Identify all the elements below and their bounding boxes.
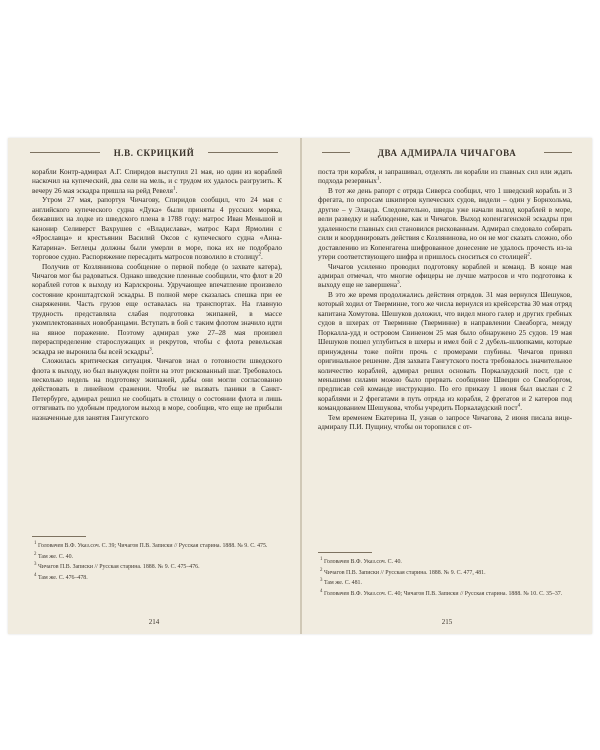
footnote: $^4$ Головачев В.Ф. Указ.соч. С. 40; Чичагов П.В. Записки // Русская старина. 1888. № 10. С. 35–37.	[320, 588, 563, 597]
body-text	[318, 168, 572, 433]
header-text: ДВА АДМИРАЛА ЧИЧАГОВА	[372, 148, 523, 158]
book-spread	[8, 138, 592, 634]
paragraph: Тем временем Екатерина II, узнав о запросе Чичагова, 2 июня писала вице-адмиралу П.И. Пущину, чтобы он торопился с от-	[318, 413, 572, 432]
right-page	[302, 138, 592, 634]
footnote: $^2$ Там же. С. 40.	[34, 551, 73, 560]
header-rule	[544, 152, 572, 153]
footnotes	[32, 536, 282, 582]
paragraph: Чичагов усиленно проводил подготовку кораблей и команд. В конце мая адмирал отмечал, что многие офицеры не лучше матросов и что подготовка к выходу еще не завершена$^3$.	[318, 262, 572, 290]
paragraph: В это же время продолжались действия отрядов. 31 мая вернулся Шешуков, который ходил от Тверминне, того же числа вернулся из крейсерства 30 мая отряд капитана Хомутова. Шешуков доложил, что видел много галер и других гребных судов в шхерах от Тверминне (Тверминне) в направлении Свеаборга, между Поркалла-удд и островом Свиненом 25 мая было обнаружено 25 судов. 19 мая Шешуков пошел углубиться в шхеры и имел бой с 2 дубель-шлюпками, которые принуждены тоже пойти прочь с промерами глубины. Чичагов принял оригинальное решение. Для захвата Гангутского поста требовалось значительное количество кораблей, адмирал решил основать Поркалаудский пост, где с меньшими силами можно было прервать сообщение Швеции со Свеаборгом, предписав сей команде инструкцию. По его приказу 1 июня был выслан с 2 кораблями и 2 фрегатами в путь отряда из корабля, 2 фрегатов и 2 катеров под командованием Шешукова, чтобы учредить Поркалаудский пост$^4$.	[318, 290, 572, 413]
footnote-rule	[32, 536, 86, 537]
page-number: 214	[148, 618, 160, 626]
paragraph: В тот же день рапорт с отряда Сиверса сообщил, что 1 шведский корабль и 3 фрегата, по опросам шкиперов купеческих судов, видели – один у Борнхольма, другие – у Эланда. Следовательно, шведы уже начали выход кораблей в море, вели разведку и наблюдение, как и Чичагов. Выход копенгагенской эскадры при удаленности главных сил становился рискованным. Адмирал следовало собирать сили и координировать действия с Козлянинова, но он не мог сказать сложно, обо доставлению из Копенгагена шифрованное донесение не удалось прочесть из-за утери соответствующего шифра и пришлось сноситься со столицей$^2$.	[318, 186, 572, 262]
body-text	[32, 168, 282, 423]
header-text: Н.В. СКРИЦКИЙ	[108, 148, 201, 158]
running-header	[302, 146, 592, 160]
footnote: $^1$ Головачев В.Ф. Указ.соч. С. 39; Чичагов П.В. Записки // Русская старина. 1888. № 9. С. 475.	[34, 541, 268, 549]
footnote: $^3$ Там же. С. 481.	[320, 578, 362, 587]
footnotes	[318, 552, 572, 598]
left-page	[8, 138, 300, 634]
footnote: $^3$ Чичагов П.В. Записки // Русская старина. 1888. № 9. С. 475–476.	[34, 562, 200, 571]
header-rule	[208, 152, 278, 153]
footnote: $^2$ Чичагов П.В. Записки // Русская старина. 1888. № 9. С. 477, 481.	[320, 567, 486, 576]
paragraph: Сложилась критическая ситуация. Чичагов знал о готовности шведского флота к выходу, но был вынужден пойти на этот рискованный шаг. Требовалось несколько недель на подготовку экипажей, дабы они могли согласованно действовать в линейном сражении. Чтобы не вызвать паники в Санкт-Петербурге, адмирал решил не сообщать в столицу о состоянии флота и лишь оттягивать по удобным предлогом выход в море, сообщив, что еще не прибыли назначенные для занятия Гангутского	[32, 357, 282, 422]
running-header	[8, 146, 300, 160]
footnote: $^4$ Там же. С. 476–478.	[34, 572, 88, 581]
footnote: $^1$ Головачев В.Ф. Указ.соч. С. 40.	[320, 557, 402, 565]
header-rule	[322, 152, 350, 153]
paragraph: поста три корабля, и запрашивал, отделять ли корабли из главных сил или ждать подхода резервных$^1$.	[318, 168, 572, 186]
paragraph: Получив от Козлянинова сообщение о первой победе (о захвате катера), Чичагов мог бы радоваться. Однако шведские пленные сообщили, что флот в 20 кораблей готов к выходу из Карлскроны. Удручающее впечатление произвело состояние кронштадтской эскадры. В полной мере сказалась спешка при ее снаряжении. Часть грузов еще оставалась на транспортах. На главную трудность представляла слабая подготовка экипажей, в массе укомплектованных новобранцами. Вступать в бой с таким флотом значило идти на явное поражение. Поэтому адмирал уже 27–28 мая произвел перераспределение старослужащих и рекрутов, чтобы с флота ревельская эскадра не выронила бы всей эскадры$^3$.	[32, 262, 282, 356]
page-number: 215	[441, 618, 453, 626]
footnote-rule	[318, 552, 372, 553]
paragraph: Утром 27 мая, рапортуя Чичагову, Спиридов сообщил, что 24 мая с английского купеческого судна «Дука» были приняты 4 русских моряка, бежавших на лодке из шведского плена в 1788 году: матрос Иван Меньшой и канонир Селиверст Вахрушев с «Владислава», матрос Карл Ярмолин с «Ярославца» и крестьянин Василий Оксов с купеческого судна «Анна-Катарина». Беглецы должны были умерли в море, пока их не подобрало торговое судно. Распоряжение пересадить матросов позволило в столицу$^2$.	[32, 196, 282, 262]
paragraph: корабли Контр-адмирал А.Г. Спиридов выступил 21 мая, но один из кораблей наскочил на купеческий, два сели на мель, и с трудом их удалось разгрузить. К вечеру 26 мая эскадра пришла на рейд Ревеля$^1$.	[32, 168, 282, 195]
header-rule	[30, 152, 100, 153]
